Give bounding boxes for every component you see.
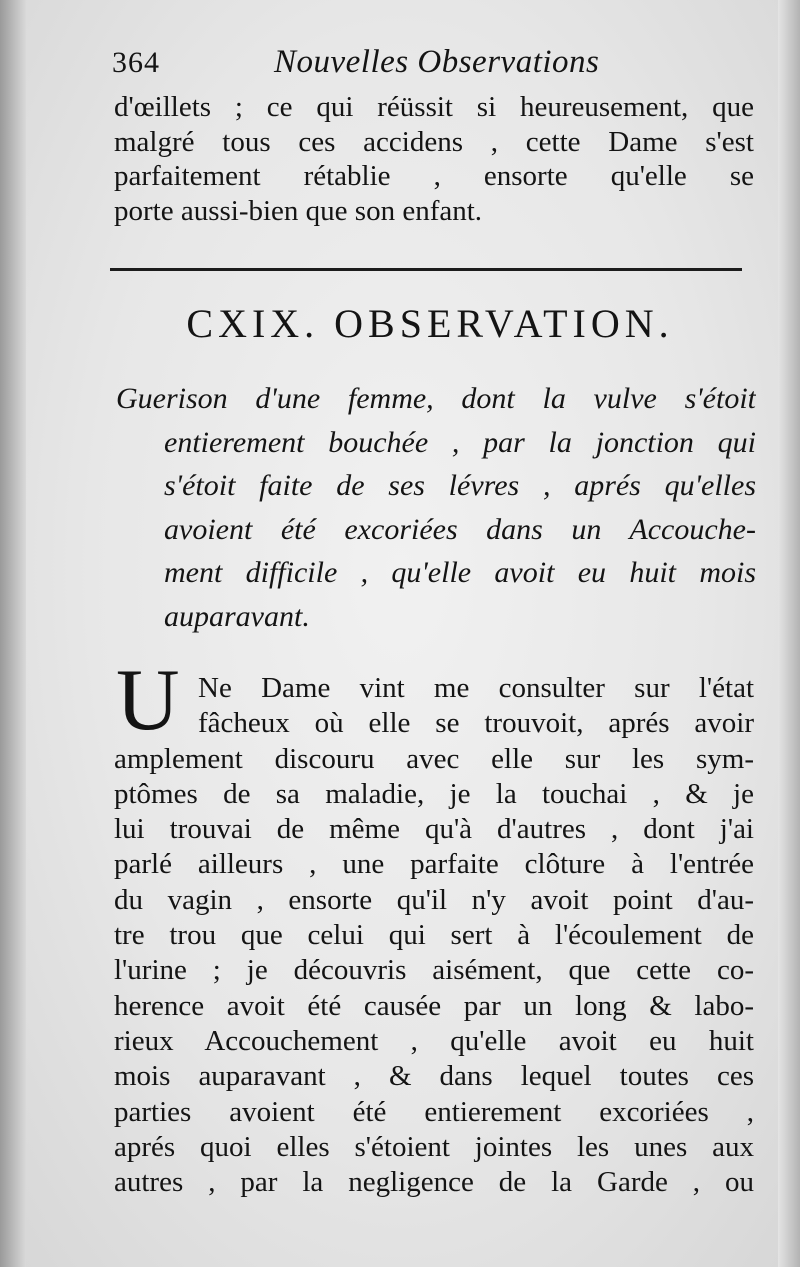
summary-line: entierement bouchée , par la jonction qui <box>164 425 756 459</box>
text-line: autres , par la negligence de la Garde , ou <box>114 1166 754 1199</box>
observation-summary <box>116 377 756 638</box>
running-head-title: Nouvelles Observations <box>274 44 600 80</box>
main-paragraph <box>114 671 754 1200</box>
text-line: rieux Accouchement , qu'elle avoit eu huit <box>114 1024 754 1057</box>
text-line: tre trou que celui qui sert à l'écoulement de <box>114 919 754 952</box>
observation-heading: CXIX. OBSERVATION. <box>186 301 674 346</box>
page-edge-shadow <box>778 0 800 1267</box>
text-line: malgré tous ces accidens , cette Dame s'est <box>114 125 754 158</box>
text-line: parties avoient été entierement excoriées , <box>114 1095 754 1128</box>
text-line: aprés quoi elles s'étoient jointes les unes aux <box>114 1130 754 1163</box>
text-line: fâcheux où elle se trouvoit, aprés avoir <box>198 707 754 740</box>
text-line: lui trouvai de même qu'à d'autres , dont j'ai <box>114 813 754 846</box>
page-gutter-shadow <box>0 0 26 1267</box>
text-line: parlé ailleurs , une parfaite clôture à l'entrée <box>114 848 754 881</box>
summary-line: s'étoit faite de ses lévres , aprés qu'elles <box>164 469 756 502</box>
top-paragraph <box>114 90 754 228</box>
summary-line: ment difficile , qu'elle avoit eu huit mois <box>164 556 756 589</box>
text-line: parfaitement rétablie , ensorte qu'elle se <box>114 160 754 192</box>
drop-cap: U <box>116 652 180 749</box>
page-number: 364 <box>112 46 160 79</box>
summary-line: Guerison d'une femme, dont la vulve s'étoit <box>116 382 756 415</box>
summary-line: auparavant. <box>164 599 310 633</box>
text-line: ptômes de sa maladie, je la touchai , & je <box>114 777 754 810</box>
text-line: amplement discouru avec elle sur les sym- <box>114 742 754 775</box>
text-line: l'urine ; je découvris aisément, que cette co- <box>114 954 754 987</box>
text-line: herence avoit été causée par un long & labo- <box>114 989 754 1022</box>
running-head <box>112 44 642 84</box>
text-line: du vagin , ensorte qu'il n'y avoit point d'au- <box>114 883 754 916</box>
section-divider-rule <box>110 268 742 271</box>
text-line: Ne Dame vint me consulter sur l'état <box>198 672 754 704</box>
text-line: porte aussi-bien que son enfant. <box>114 194 483 227</box>
text-line: mois auparavant , & dans lequel toutes ces <box>114 1060 754 1093</box>
summary-line: avoient été excoriées dans un Accouche- <box>164 512 756 546</box>
text-line: d'œillets ; ce qui réüssit si heureusement, que <box>114 91 754 123</box>
